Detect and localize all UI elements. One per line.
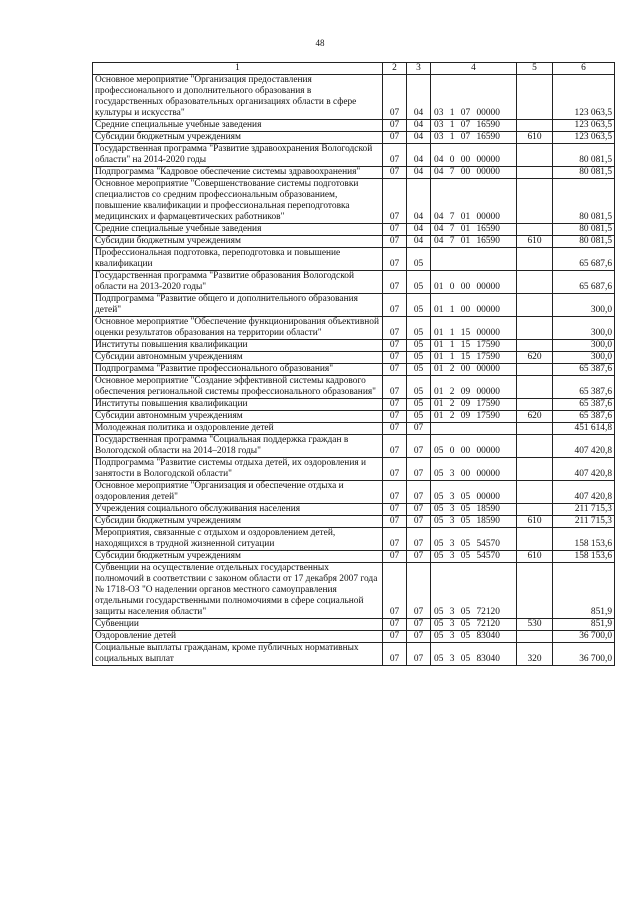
cell-c3: 07	[407, 563, 431, 619]
cell-c3: 04	[407, 120, 431, 132]
cell-name: Субсидии бюджетным учреждениям	[93, 236, 383, 248]
cell-code: 05 3 05 83040	[431, 631, 517, 643]
cell-name: Основное мероприятие "Совершенствование системы подготовки специалистов со средним профессиональным образованием, повышение квалификации и профессиональная переподготовка медицинских и фармацевтических работников"	[93, 179, 383, 224]
cell-name: Государственная программа "Социальная поддержка граждан в Вологодской области на 2014–2018 годы"	[93, 435, 383, 458]
cell-code: 05 3 05 18590	[431, 504, 517, 516]
cell-name: Субсидии автономным учреждениям	[93, 352, 383, 364]
table-row	[93, 399, 615, 411]
cell-c2: 07	[383, 411, 407, 423]
cell-amount: 65 687,6	[553, 248, 615, 271]
cell-c2: 07	[383, 75, 407, 120]
cell-c3: 05	[407, 376, 431, 399]
cell-code: 01 0 00 00000	[431, 271, 517, 294]
cell-amount: 80 081,5	[553, 179, 615, 224]
cell-code: 05 0 00 00000	[431, 435, 517, 458]
cell-c5: 610	[517, 236, 553, 248]
table-row	[93, 481, 615, 504]
header-cell: 4	[431, 63, 517, 75]
cell-amount: 36 700,0	[553, 643, 615, 666]
cell-c5	[517, 294, 553, 317]
table-row	[93, 236, 615, 248]
table-row	[93, 132, 615, 144]
cell-c2: 07	[383, 167, 407, 179]
cell-amount: 158 153,6	[553, 551, 615, 563]
cell-c3: 04	[407, 236, 431, 248]
cell-code: 05 3 05 83040	[431, 643, 517, 666]
cell-code: 01 1 15 00000	[431, 317, 517, 340]
cell-c5	[517, 399, 553, 411]
cell-code: 01 2 00 00000	[431, 364, 517, 376]
cell-amount: 65 687,6	[553, 271, 615, 294]
cell-name: Субсидии бюджетным учреждениям	[93, 132, 383, 144]
cell-name: Субсидии бюджетным учреждениям	[93, 551, 383, 563]
cell-c5: 610	[517, 551, 553, 563]
cell-code: 01 2 09 17590	[431, 399, 517, 411]
cell-amount: 80 081,5	[553, 236, 615, 248]
header-cell: 6	[553, 63, 615, 75]
cell-code	[431, 423, 517, 435]
cell-c3: 07	[407, 423, 431, 435]
cell-name: Государственная программа "Развитие здравоохранения Вологодской области" на 2014-2020 годы	[93, 144, 383, 167]
cell-name: Основное мероприятие "Обеспечение функционирования объективной оценки результатов образования на территории области"	[93, 317, 383, 340]
cell-c2: 07	[383, 528, 407, 551]
cell-c2: 07	[383, 481, 407, 504]
cell-c2: 07	[383, 643, 407, 666]
cell-c2: 07	[383, 144, 407, 167]
cell-c2: 07	[383, 399, 407, 411]
cell-c5	[517, 144, 553, 167]
cell-c2: 07	[383, 352, 407, 364]
cell-c5	[517, 376, 553, 399]
cell-name: Подпрограмма "Развитие профессионального образования"	[93, 364, 383, 376]
cell-c5: 530	[517, 619, 553, 631]
table-row	[93, 75, 615, 120]
cell-c2: 07	[383, 516, 407, 528]
cell-amount: 300,0	[553, 340, 615, 352]
table-row	[93, 224, 615, 236]
cell-code: 01 1 15 17590	[431, 352, 517, 364]
cell-c5	[517, 364, 553, 376]
cell-code: 03 1 07 16590	[431, 120, 517, 132]
cell-c5: 620	[517, 411, 553, 423]
cell-amount: 851,9	[553, 563, 615, 619]
cell-code: 04 7 01 16590	[431, 224, 517, 236]
cell-c3: 04	[407, 179, 431, 224]
header-cell: 5	[517, 63, 553, 75]
table-row	[93, 551, 615, 563]
cell-name: Средние специальные учебные заведения	[93, 120, 383, 132]
cell-c2: 07	[383, 551, 407, 563]
cell-c3: 07	[407, 551, 431, 563]
cell-c3: 05	[407, 352, 431, 364]
cell-code: 04 7 01 00000	[431, 179, 517, 224]
cell-c5	[517, 423, 553, 435]
table-row	[93, 516, 615, 528]
cell-name: Основное мероприятие "Организация предоставления профессионального и дополнительного образования в государственных образовательных организациях области в сфере культуры и искусства"	[93, 75, 383, 120]
cell-c3: 07	[407, 458, 431, 481]
table-row	[93, 317, 615, 340]
cell-name: Подпрограмма "Кадровое обеспечение системы здравоохранения"	[93, 167, 383, 179]
cell-amount: 211 715,3	[553, 504, 615, 516]
table-row	[93, 631, 615, 643]
cell-name: Мероприятия, связанные с отдыхом и оздоровлением детей, находящихся в трудной жизненной ситуации	[93, 528, 383, 551]
cell-c5	[517, 75, 553, 120]
cell-c2: 07	[383, 132, 407, 144]
cell-c2: 07	[383, 271, 407, 294]
cell-code: 05 3 05 54570	[431, 528, 517, 551]
header-cell: 3	[407, 63, 431, 75]
cell-amount: 407 420,8	[553, 435, 615, 458]
cell-c2: 07	[383, 340, 407, 352]
cell-name: Подпрограмма "Развитие общего и дополнительного образования детей"	[93, 294, 383, 317]
cell-amount: 451 614,8	[553, 423, 615, 435]
cell-c5	[517, 528, 553, 551]
cell-c3: 07	[407, 516, 431, 528]
cell-name: Социальные выплаты гражданам, кроме публичных нормативных социальных выплат	[93, 643, 383, 666]
cell-c5: 320	[517, 643, 553, 666]
cell-amount: 36 700,0	[553, 631, 615, 643]
cell-c5	[517, 340, 553, 352]
cell-c2: 07	[383, 423, 407, 435]
cell-c5: 610	[517, 516, 553, 528]
cell-code: 05 3 05 54570	[431, 551, 517, 563]
cell-name: Средние специальные учебные заведения	[93, 224, 383, 236]
cell-amount: 300,0	[553, 294, 615, 317]
cell-c5	[517, 563, 553, 619]
cell-c5	[517, 504, 553, 516]
table-row	[93, 435, 615, 458]
table-row	[93, 423, 615, 435]
cell-name: Субвенции	[93, 619, 383, 631]
table-row	[93, 364, 615, 376]
cell-code: 04 0 00 00000	[431, 144, 517, 167]
cell-c3: 05	[407, 248, 431, 271]
cell-c5	[517, 481, 553, 504]
cell-c3: 04	[407, 224, 431, 236]
cell-amount: 65 387,6	[553, 399, 615, 411]
table-row	[93, 563, 615, 619]
cell-amount: 65 387,6	[553, 411, 615, 423]
cell-code: 01 1 00 00000	[431, 294, 517, 317]
cell-amount: 211 715,3	[553, 516, 615, 528]
cell-code: 05 3 05 00000	[431, 481, 517, 504]
header-cell: 1	[93, 63, 383, 75]
cell-amount: 158 153,6	[553, 528, 615, 551]
cell-amount: 123 063,5	[553, 132, 615, 144]
cell-c3: 04	[407, 75, 431, 120]
cell-name: Профессиональная подготовка, переподготовка и повышение квалификации	[93, 248, 383, 271]
cell-c2: 07	[383, 458, 407, 481]
cell-c3: 07	[407, 619, 431, 631]
cell-code: 04 7 01 16590	[431, 236, 517, 248]
cell-c3: 07	[407, 481, 431, 504]
cell-name: Молодежная политика и оздоровление детей	[93, 423, 383, 435]
cell-c5: 610	[517, 132, 553, 144]
cell-amount: 851,9	[553, 619, 615, 631]
table-row	[93, 340, 615, 352]
cell-amount: 80 081,5	[553, 144, 615, 167]
cell-c2: 07	[383, 236, 407, 248]
cell-c2: 07	[383, 504, 407, 516]
table-row	[93, 271, 615, 294]
cell-amount: 80 081,5	[553, 167, 615, 179]
cell-c5	[517, 458, 553, 481]
cell-amount: 407 420,8	[553, 481, 615, 504]
cell-c3: 05	[407, 317, 431, 340]
cell-c2: 07	[383, 364, 407, 376]
cell-c2: 07	[383, 563, 407, 619]
cell-c2: 07	[383, 435, 407, 458]
cell-amount: 407 420,8	[553, 458, 615, 481]
table-row	[93, 643, 615, 666]
cell-c3: 07	[407, 631, 431, 643]
cell-c3: 07	[407, 504, 431, 516]
cell-c3: 07	[407, 435, 431, 458]
table-row	[93, 294, 615, 317]
cell-c2: 07	[383, 631, 407, 643]
cell-c5	[517, 179, 553, 224]
cell-c3: 05	[407, 411, 431, 423]
cell-name: Институты повышения квалификации	[93, 340, 383, 352]
cell-amount: 80 081,5	[553, 224, 615, 236]
cell-name: Основное мероприятие "Организация и обеспечение отдыха и оздоровления детей"	[93, 481, 383, 504]
cell-name: Субвенции на осуществление отдельных государственных полномочий в соответствии с законом области от 17 декабря 2007 года № 1718-ОЗ "О наделении органов местного самоуправления отдельными государственными полномочиями в сфере социальной защиты населения области"	[93, 563, 383, 619]
table-row	[93, 167, 615, 179]
table-row	[93, 144, 615, 167]
cell-c2: 07	[383, 317, 407, 340]
cell-c3: 04	[407, 132, 431, 144]
cell-code: 05 3 05 18590	[431, 516, 517, 528]
cell-name: Учреждения социального обслуживания населения	[93, 504, 383, 516]
cell-c3: 05	[407, 271, 431, 294]
table-row	[93, 376, 615, 399]
cell-code: 03 1 07 00000	[431, 75, 517, 120]
cell-c2: 07	[383, 120, 407, 132]
cell-name: Институты повышения квалификации	[93, 399, 383, 411]
table-row	[93, 504, 615, 516]
cell-c3: 07	[407, 528, 431, 551]
cell-amount: 65 387,6	[553, 376, 615, 399]
cell-code: 01 1 15 17590	[431, 340, 517, 352]
cell-c5	[517, 167, 553, 179]
budget-table	[92, 62, 615, 666]
table-row	[93, 120, 615, 132]
table-row	[93, 458, 615, 481]
table-row	[93, 352, 615, 364]
cell-name: Подпрограмма "Развитие системы отдыха детей, их оздоровления и занятости в Вологодской области"	[93, 458, 383, 481]
table-row	[93, 179, 615, 224]
cell-code: 05 3 05 72120	[431, 563, 517, 619]
cell-c2: 07	[383, 619, 407, 631]
cell-c5	[517, 120, 553, 132]
cell-amount: 300,0	[553, 352, 615, 364]
cell-c2: 07	[383, 294, 407, 317]
table-row	[93, 528, 615, 551]
table-row	[93, 248, 615, 271]
cell-c3: 04	[407, 167, 431, 179]
cell-c5	[517, 435, 553, 458]
cell-c5: 620	[517, 352, 553, 364]
cell-c2: 07	[383, 179, 407, 224]
cell-c5	[517, 271, 553, 294]
cell-c5	[517, 224, 553, 236]
cell-c2: 07	[383, 376, 407, 399]
cell-code: 03 1 07 16590	[431, 132, 517, 144]
cell-code: 01 2 09 00000	[431, 376, 517, 399]
cell-amount: 123 063,5	[553, 75, 615, 120]
cell-name: Субсидии бюджетным учреждениям	[93, 516, 383, 528]
page-number: 48	[315, 38, 325, 48]
cell-c3: 05	[407, 340, 431, 352]
cell-c5	[517, 317, 553, 340]
cell-name: Государственная программа "Развитие образования Вологодской области на 2013-2020 годы"	[93, 271, 383, 294]
header-cell: 2	[383, 63, 407, 75]
cell-c3: 05	[407, 399, 431, 411]
cell-code	[431, 248, 517, 271]
cell-code: 05 3 00 00000	[431, 458, 517, 481]
cell-name: Оздоровление детей	[93, 631, 383, 643]
cell-c3: 05	[407, 294, 431, 317]
cell-c3: 07	[407, 643, 431, 666]
table-row	[93, 411, 615, 423]
cell-c2: 07	[383, 224, 407, 236]
cell-amount: 65 387,6	[553, 364, 615, 376]
cell-c5	[517, 631, 553, 643]
cell-name: Основное мероприятие "Создание эффективной системы кадрового обеспечения региональной системы профессионального образования"	[93, 376, 383, 399]
cell-c3: 05	[407, 364, 431, 376]
cell-c2: 07	[383, 248, 407, 271]
cell-amount: 123 063,5	[553, 120, 615, 132]
cell-code: 01 2 09 17590	[431, 411, 517, 423]
cell-code: 04 7 00 00000	[431, 167, 517, 179]
cell-name: Субсидии автономным учреждениям	[93, 411, 383, 423]
cell-c5	[517, 248, 553, 271]
cell-c3: 04	[407, 144, 431, 167]
header-row	[93, 63, 615, 75]
cell-code: 05 3 05 72120	[431, 619, 517, 631]
table-row	[93, 619, 615, 631]
cell-amount: 300,0	[553, 317, 615, 340]
